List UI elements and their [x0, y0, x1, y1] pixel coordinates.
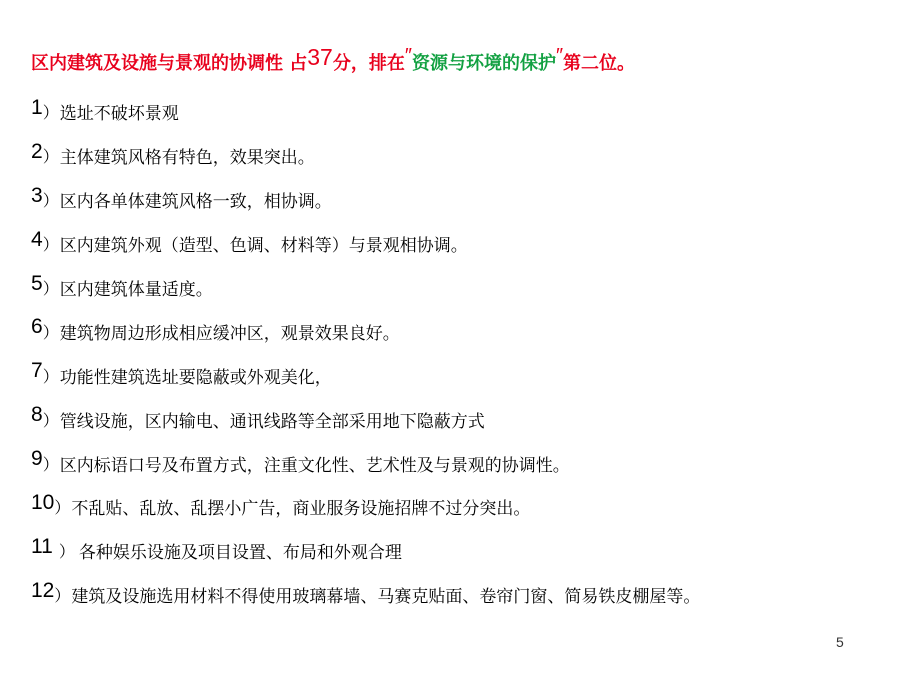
item-text: 各种娱乐设施及项目设置、布局和外观合理	[78, 543, 402, 564]
item-text: 区内建筑体量适度。	[59, 280, 213, 300]
item-number: 7	[31, 359, 43, 383]
headline-quote-close: ″	[555, 45, 564, 67]
list-item	[31, 441, 891, 485]
list-item	[31, 309, 891, 353]
item-paren: ）	[42, 279, 59, 298]
criteria-list	[31, 90, 891, 617]
item-paren: ）	[58, 542, 75, 562]
item-text: 建筑及设施选用材料不得使用玻璃幕墙、马赛克贴面、卷帘门窗、简易铁皮棚屋等。	[71, 587, 701, 608]
headline-part1: 区内建筑及设施与景观的协调性 占	[31, 53, 308, 74]
list-item	[31, 134, 891, 178]
item-number: 11	[31, 534, 53, 558]
list-item	[31, 397, 891, 441]
list-item	[31, 485, 891, 529]
item-number: 12	[31, 578, 55, 602]
item-paren: ）	[42, 103, 59, 123]
item-number: 3	[31, 183, 43, 207]
item-paren: ）	[42, 366, 59, 386]
item-paren: ）	[42, 322, 59, 342]
item-paren: ）	[54, 498, 71, 518]
list-item	[31, 266, 891, 310]
item-number: 10	[31, 490, 55, 514]
headline-points: 37	[307, 44, 333, 70]
item-paren: ）	[42, 410, 59, 430]
headline	[31, 46, 891, 79]
headline-part2: 分，排在	[332, 53, 405, 74]
item-paren: ）	[42, 191, 59, 211]
item-text: 选址不破坏景观	[59, 104, 179, 125]
item-number: 9	[31, 447, 43, 471]
item-paren: ）	[42, 235, 59, 255]
item-text: 管线设施，区内输电、通讯线路等全部采用地下隐蔽方式	[59, 411, 485, 432]
list-item	[31, 90, 891, 134]
item-text: 不乱贴、乱放、乱摆小广告，商业服务设施招牌不过分突出。	[71, 499, 531, 520]
item-text: 功能性建筑选址要隐蔽或外观美化，	[59, 367, 332, 388]
list-item	[31, 353, 891, 397]
item-number: 5	[31, 271, 43, 295]
item-text: 建筑物周边形成相应缓冲区，观景效果良好。	[59, 323, 400, 344]
page-number: 5	[836, 634, 844, 650]
headline-part3: 第二位。	[563, 53, 636, 74]
item-text: 主体建筑风格有特色，效果突出。	[59, 148, 315, 169]
list-item	[31, 178, 891, 222]
item-text: 区内标语口号及布置方式，注重文化性、艺术性及与景观的协调性。	[59, 455, 570, 476]
headline-quote-open: ″	[404, 45, 412, 67]
item-number: 2	[31, 139, 43, 163]
item-text: 区内建筑外观（造型、色调、材料等）与景观相协调。	[59, 236, 468, 257]
item-number: 6	[31, 315, 43, 339]
item-number: 8	[31, 403, 43, 427]
item-text: 区内各单体建筑风格一致，相协调。	[59, 192, 332, 213]
headline-category: 资源与环境的保护	[411, 53, 556, 74]
item-paren: ）	[42, 147, 59, 167]
item-number: 1	[31, 95, 43, 119]
item-paren: ）	[54, 586, 71, 606]
list-item	[31, 222, 891, 266]
list-item	[31, 573, 891, 617]
item-paren: ）	[42, 454, 59, 474]
list-item	[31, 529, 891, 573]
item-number: 4	[31, 227, 43, 251]
